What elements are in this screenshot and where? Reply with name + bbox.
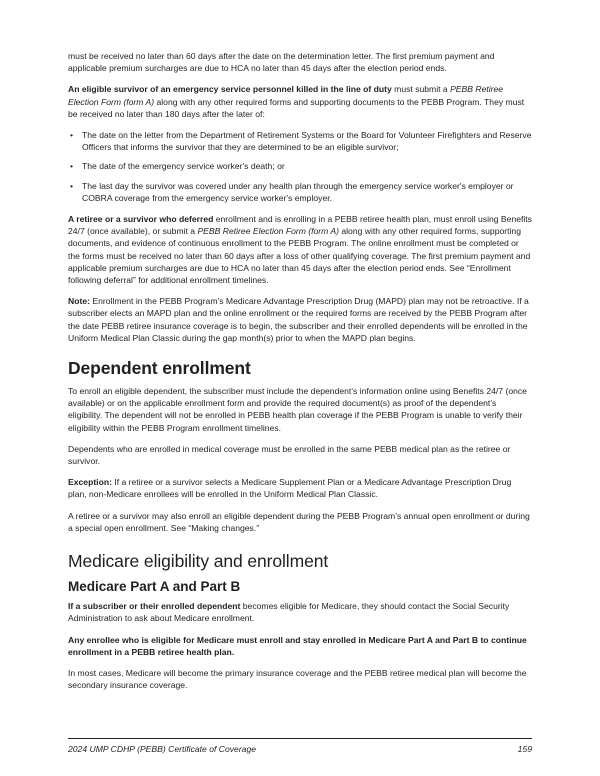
paragraph-enroll-dependent: To enroll an eligible dependent, the subscriber must include the dependent’s information online using Benefits 24/7 (once available) or on the applicable enrollment form and provide the required document(s) as proof of the dependent’s eligibility. The dependent will not be enrolled in PEBB health plan coverage if the PEBB Program is unable to verify their eligibility within the PEBB Program enrollment timelines. — [68, 386, 527, 433]
exception-label: Exception: — [68, 477, 112, 488]
heading-dependent-enrollment: Dependent enrollment — [68, 358, 251, 379]
list-item: • The date on the letter from the Department of Retirement Systems or the Board for Volunteer Firefighters and Reserve Officers that informs the survivor that they are determined to be an eligible survivor; — [68, 129, 532, 153]
text-segment: along with any other required forms and supporting documents to the PEBB Program. They must be received no later than 180 days after the later of: — [68, 96, 525, 119]
paragraph-open-enrollment: A retiree or a survivor may also enroll an eligible dependent during the PEBB Program’s annual open enrollment or during a special open enrollment. See “Making changes.” — [68, 510, 530, 533]
bold-statement: Any enrollee who is eligible for Medicare must enroll and stay enrolled in Medicare Part A and Part B to continue enrollment in a PEBB retiree health plan. — [68, 634, 527, 657]
text-segment: If a retiree or a survivor selects a Medicare Supplement Plan or a Medicare Advantage Prescription Drug plan, non-Medicare enrollees will be enrolled in the Uniform Medical Plan Classic. — [68, 477, 512, 500]
text-segment: must submit a — [391, 84, 451, 95]
bullet-list-survivor-dates — [68, 129, 532, 204]
text-segment: Enrollment in the PEBB Program’s Medicare Advantage Prescription Drug (MAPD) plan may not be retroactive. If a subscriber elects an MAPD plan and the online enrollment or the required forms are received by the PEBB Program after the date PEBB retiree insurance coverage is to begin, the subscriber and their enrolled dependents will be enrolled in the Uniform Medical Plan Classic during the gap month(s) prior to when the MAPD plan begins. — [68, 296, 529, 343]
text-segment: along with any other required forms, supporting documents, and evidence of continuous enrollment to the PEBB Program. The online enrollment must be completed or the forms must be received no later than 60 days after a loss of other qualifying coverage. The first premium payment and applicable premium surcharges are due to HCA no later than 45 days after the election period ends. See “Enrollment following deferral” for additional enrollment timelines. — [68, 226, 531, 286]
paragraph-note-mapd — [68, 295, 532, 344]
text-segment: becomes eligible for Medicare, they should contact the Social Security Administration to ask about Medicare enrollment. — [68, 601, 510, 624]
lead-in-bold-deferred: A retiree or a survivor who deferred — [68, 214, 214, 225]
text-segment: enrollment and is enrolling in a PEBB retiree health plan, must enroll using Benefits 24/7 (once available), or submit a — [68, 214, 532, 237]
list-item: • The date of the emergency service worker's death; or — [68, 160, 532, 172]
footer-page-number: 159 — [517, 744, 532, 754]
list-item: • The last day the survivor was covered under any health plan through the emergency service worker's employer or COBRA coverage from the emergency service worker's employer. — [68, 180, 532, 204]
footer-document-title: 2024 UMP CDHP (PEBB) Certificate of Coverage — [68, 744, 257, 754]
paragraph-must-enroll-bold — [68, 634, 532, 658]
paragraph-same-medical-plan: Dependents who are enrolled in medical coverage must be enrolled in the same PEBB medical plan as the retiree or survivor. — [68, 443, 511, 467]
heading-medicare-part-a-b: Medicare Part A and Part B — [68, 579, 241, 595]
paragraph-primary-secondary-coverage: In most cases, Medicare will become the primary insurance coverage and the PEBB retiree medical plan will become the secondary insurance coverage. — [68, 668, 527, 691]
paragraph-survivor-emergency-service — [68, 83, 532, 120]
note-label: Note: — [68, 296, 90, 307]
heading-medicare-eligibility: Medicare eligibility and enrollment — [68, 551, 329, 572]
paragraph-medicare-contact-ssa — [68, 600, 532, 624]
form-name-italic: PEBB Retiree Election Form (form A) — [197, 226, 339, 237]
paragraph-continuation: must be received no later than 60 days after the date on the determination letter. The first premium payment and applicable premium surcharges are due to HCA no later than 45 days after the election period ends. — [68, 51, 495, 74]
lead-in-bold-survivor: An eligible survivor of an emergency service personnel killed in the line of duty — [68, 84, 392, 95]
form-name-italic: PEBB Retiree Election Form (form A) — [68, 84, 504, 107]
paragraph-deferred-enrollment — [68, 213, 532, 286]
paragraph-exception — [68, 476, 532, 500]
lead-in-bold-subscriber: If a subscriber or their enrolled dependent — [68, 601, 241, 612]
page-footer — [68, 738, 532, 754]
